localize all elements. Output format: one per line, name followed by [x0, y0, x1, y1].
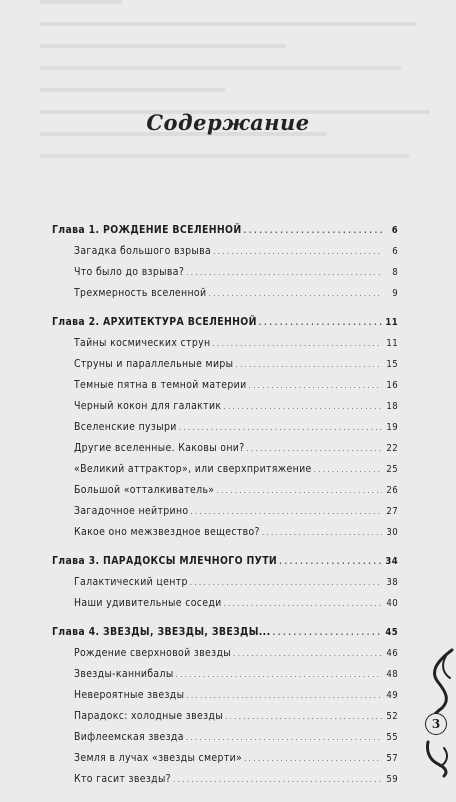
toc-entry	[52, 773, 398, 794]
toc-entry-title: Струны и параллельные миры	[74, 358, 234, 370]
dot-leader	[244, 752, 382, 764]
toc-entry-title: «Великий аттрактор», или сверхпритяжение	[74, 463, 312, 475]
toc-entry-page: 6	[392, 246, 398, 257]
dot-leader	[179, 421, 382, 433]
dot-leader	[216, 484, 382, 496]
toc-entry	[52, 668, 398, 689]
toc-entry-page: 38	[386, 577, 398, 588]
toc-entry-page: 25	[386, 464, 398, 475]
toc-entry-title: Галактический центр	[74, 576, 188, 588]
toc-entry-page: 8	[392, 267, 398, 278]
toc-entry	[52, 484, 398, 505]
toc-entry-page: 22	[386, 443, 398, 454]
toc-entry-page: 48	[386, 669, 398, 680]
toc-entry	[52, 245, 398, 266]
chapter-heading	[52, 316, 398, 337]
dot-leader	[262, 526, 382, 538]
toc-entry	[52, 337, 398, 358]
toc-entry-page: 27	[386, 506, 398, 517]
chapter-heading	[52, 224, 398, 245]
toc-entry	[52, 689, 398, 710]
page-title: Содержание	[146, 110, 310, 135]
page-number: 3	[425, 713, 447, 735]
chapter-heading-page: 45	[385, 627, 398, 638]
chapter-heading-title: Глава 2. АРХИТЕКТУРА ВСЕЛЕННОЙ	[52, 316, 257, 328]
toc-entry	[52, 752, 398, 773]
toc-entry	[52, 505, 398, 526]
dot-leader	[235, 358, 382, 370]
chapter-heading-page: 11	[385, 317, 398, 328]
toc-entry-title: Трехмерность вселенной	[74, 287, 207, 299]
toc-entry-title: Черный кокон для галактик	[74, 400, 222, 412]
chapter-heading	[52, 626, 398, 647]
toc-entry	[52, 576, 398, 597]
dot-leader	[186, 689, 382, 701]
dot-leader	[225, 710, 382, 722]
toc-entry-title: Рождение сверхновой звезды	[74, 647, 232, 659]
toc-entry-title: Тайны космических струн	[74, 337, 211, 349]
dot-leader	[259, 316, 382, 328]
toc-chapter	[52, 224, 398, 308]
toc-entry-title: Вселенские пузыри	[74, 421, 177, 433]
toc-entry-page: 16	[386, 380, 398, 391]
dot-leader	[314, 463, 382, 475]
dot-leader	[247, 442, 382, 454]
toc-entry-page: 11	[386, 338, 398, 349]
toc-entry-page: 49	[386, 690, 398, 701]
toc-entry	[52, 358, 398, 379]
toc-entry	[52, 379, 398, 400]
chapter-heading-title: Глава 1. РОЖДЕНИЕ ВСЕЛЕННОЙ	[52, 224, 242, 236]
toc-entry	[52, 463, 398, 484]
chapter-heading-page: 34	[385, 556, 398, 567]
toc-entry	[52, 710, 398, 731]
toc-entry	[52, 266, 398, 287]
toc-entry-page: 55	[386, 732, 398, 743]
toc-entry	[52, 647, 398, 668]
dot-leader	[212, 337, 382, 349]
toc-entry-page: 9	[392, 288, 398, 299]
toc-entry	[52, 421, 398, 442]
toc-entry	[52, 442, 398, 463]
dot-leader	[244, 224, 382, 236]
dot-leader	[279, 555, 382, 567]
toc-entry-title: Какое оно межзвездное вещество?	[74, 526, 260, 538]
toc-entry-page: 19	[386, 422, 398, 433]
toc-entry-title: Что было до взрыва?	[74, 266, 185, 278]
toc-entry-page: 18	[386, 401, 398, 412]
chapter-heading-title: Глава 4. ЗВЕЗДЫ, ЗВЕЗДЫ, ЗВЕЗДЫ...	[52, 626, 271, 638]
toc-entry	[52, 526, 398, 547]
dot-leader	[208, 287, 382, 299]
toc-entry-title: Земля в лучах «звезды смерти»	[74, 752, 243, 764]
toc-entry-page: 30	[386, 527, 398, 538]
toc-entry	[52, 731, 398, 752]
chapter-heading-title: Глава 3. ПАРАДОКСЫ МЛЕЧНОГО ПУТИ	[52, 555, 278, 567]
dot-leader	[223, 400, 382, 412]
toc-entry-page: 15	[386, 359, 398, 370]
toc-entry-title: Парадокс: холодные звезды	[74, 710, 223, 722]
dot-leader	[213, 245, 382, 257]
toc-entry-page: 26	[386, 485, 398, 496]
dot-leader	[233, 647, 382, 659]
dot-leader	[272, 626, 382, 638]
toc-entry-page: 57	[386, 753, 398, 764]
toc-entry-title: Вифлеемская звезда	[74, 731, 184, 743]
toc-entry-title: Темные пятна в темной материи	[74, 379, 247, 391]
dot-leader	[186, 266, 382, 278]
toc-chapter	[52, 626, 398, 794]
toc-entry-title: Загадка большого взрыва	[74, 245, 212, 257]
toc-entry	[52, 400, 398, 421]
toc-chapter	[52, 316, 398, 547]
toc-entry	[52, 287, 398, 308]
table-of-contents	[52, 224, 398, 802]
toc-entry	[52, 597, 398, 618]
dot-leader	[190, 576, 382, 588]
dot-leader	[186, 731, 382, 743]
chapter-heading-page: 6	[391, 225, 398, 236]
toc-entry-page: 52	[386, 711, 398, 722]
toc-entry-page: 59	[386, 774, 398, 785]
toc-chapter	[52, 555, 398, 618]
toc-entry-page: 40	[386, 598, 398, 609]
toc-entry-title: Загадочное нейтрино	[74, 505, 189, 517]
toc-entry-title: Звезды-каннибалы	[74, 668, 174, 680]
dot-leader	[191, 505, 383, 517]
dot-leader	[173, 773, 382, 785]
toc-entry-page: 46	[386, 648, 398, 659]
chapter-heading	[52, 555, 398, 576]
dot-leader	[224, 597, 382, 609]
dot-leader	[176, 668, 382, 680]
toc-entry-title: Невероятные звезды	[74, 689, 185, 701]
dot-leader	[249, 379, 382, 391]
toc-entry-title: Кто гасит звезды?	[74, 773, 171, 785]
toc-entry-title: Наши удивительные соседи	[74, 597, 222, 609]
toc-entry-title: Другие вселенные. Каковы они?	[74, 442, 245, 454]
toc-entry-title: Большой «отталкиватель»	[74, 484, 215, 496]
